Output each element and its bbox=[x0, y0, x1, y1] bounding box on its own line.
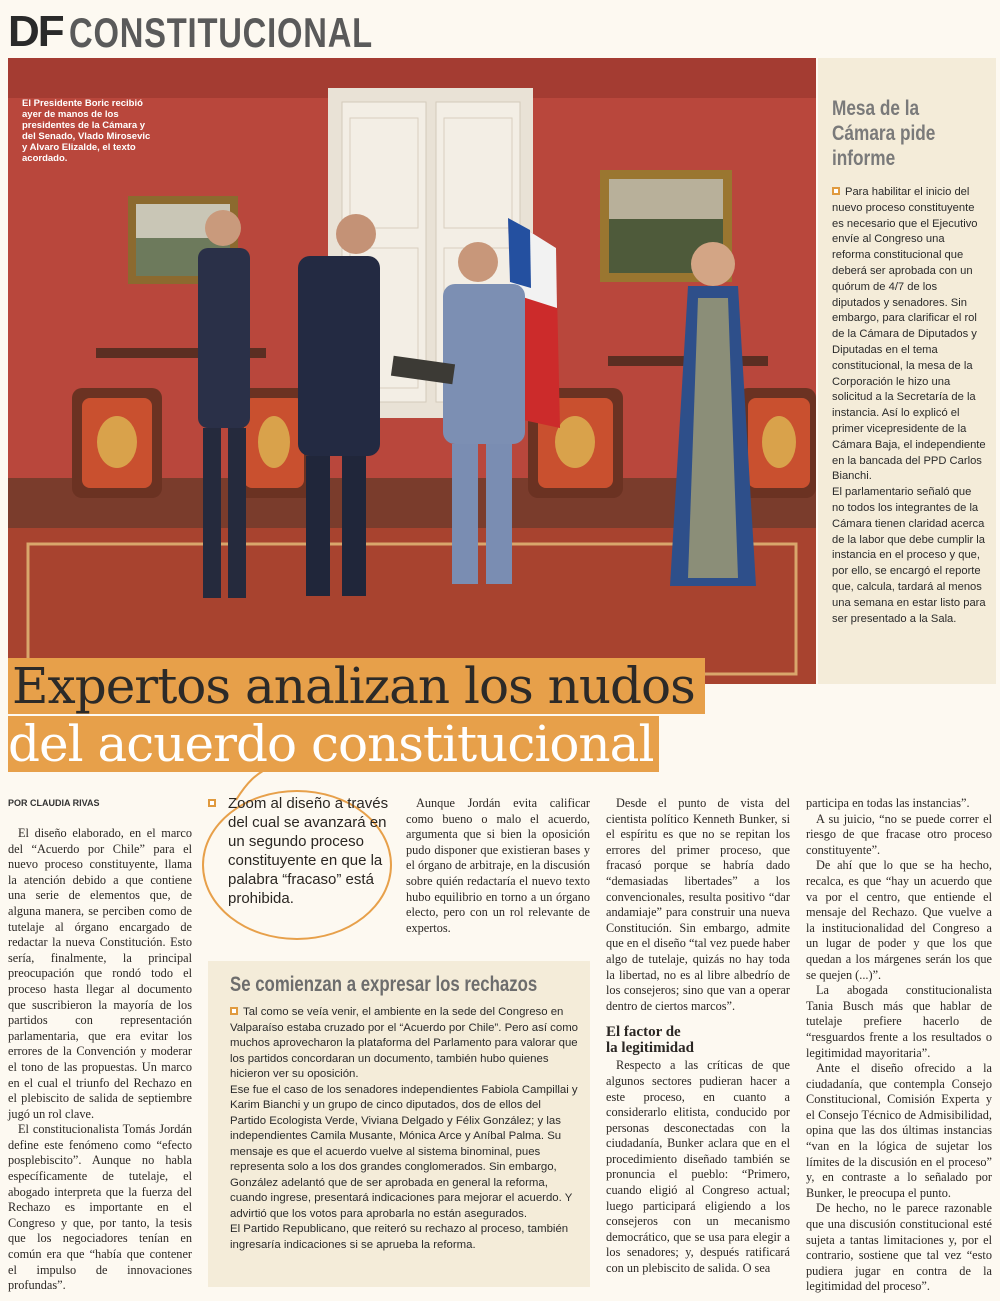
body-paragraph: Respecto a las críticas de que algunos sectores pudieran hacer a este proceso, en cuanto a considerarlo elitista, conducido por personas desconectadas con la ciudadanía, Bunker aclara que en el procedimiento diseñado también se pronuncia el pueblo: “Primero, cuando eligió al Congreso actual; luego participará eligiendo a los consejeros con un mecanismo democrático, que se usa para elegir a los senadores; y, después ratificará con un plebiscito de salida. O sea bbox=[606, 1058, 790, 1276]
byline: POR CLAUDIA RIVAS bbox=[8, 798, 100, 808]
boxed-title: Se comienzan a expresar los rechazos bbox=[230, 973, 538, 996]
body-paragraph: A su juicio, “no se puede correr el riesgo de que fracase otro proceso constituyente”. bbox=[806, 811, 992, 857]
subhead-line: El factor de bbox=[606, 1024, 681, 1041]
boxed-paragraph-text: Tal como se veía venir, el ambiente en la sede del Congreso en Valparaíso estaba cruzado por el “Acuerdo por Chile”. Pero así como muchos aprovecharon la plataforma del Parlamento para valorar que los partidos concordaran un documento, también hubo quienes hicieron ver su oposición. bbox=[230, 1006, 579, 1080]
square-bullet-icon bbox=[832, 187, 840, 195]
column-4 bbox=[806, 796, 992, 1295]
boxed-paragraph: El Partido Republicano, que reiteró su rechazo al proceso, también ingresaría indicaciones si se aprueba la reforma. bbox=[230, 1223, 569, 1251]
sidebar-box bbox=[818, 58, 996, 684]
square-bullet-icon bbox=[208, 799, 216, 807]
sidebar-paragraph bbox=[832, 185, 986, 485]
subhead-line: la legitimidad bbox=[606, 1040, 694, 1057]
body-paragraph: El diseño elaborado, en el marco del “Acuerdo por Chile” para el nuevo proceso constituyente, llama la atención debido a que contiene una serie de elementos que, de alguna manera, se perciben como de tutelaje al órgano encargado de redactar la nueva Constitución. Esto sería, finalmente, la principal preocupación que rondó todo el proceso hasta llegar al documento que suscribieron la mayoría de los partidos con representación parlamentaria, que era evitar los errores de la Convención y moderar el tono de las propuestas. Un marco en el cual el triunfo del Rechazo en el plebiscito de salida de septiembre jugó un rol clave. bbox=[8, 826, 192, 1121]
headline-line-2: del acuerdo constitucional bbox=[8, 716, 659, 772]
subhead bbox=[606, 1024, 790, 1056]
news-photo bbox=[8, 58, 816, 684]
pullquote-text bbox=[228, 794, 390, 908]
boxed-paragraph bbox=[230, 1005, 578, 1083]
sidebar-paragraph: El parlamentario señaló que no todos los integrantes de la Cámara tienen claridad acerca de la labor que debe cumplir la instancia en el proceso y que, por ello, se encargó el reporte que, calcula, tardará al menos una semana en estar listo para ser presentado a la Sala. bbox=[832, 486, 986, 625]
body-paragraph: De ahí que lo que se ha hecho, recalca, es que “hay un acuerdo que va por el centro, que entiende el mensaje del Rechazo. Que vuelve a la institucionalidad del Congreso a un lugar de poder y que los que quedan a los márgenes serán los que se quejen (...)”. bbox=[806, 858, 992, 982]
column-2 bbox=[406, 796, 590, 936]
square-bullet-icon bbox=[230, 1007, 238, 1015]
body-paragraph: Aunque Jordán evita calificar como bueno o malo el acuerdo, argumenta que si bien la oposición pudo disponer que existieran bases y el órgano de arbitraje, en la discusión sobre quién redactaría el nuevo texto hubo equilibrio en torno a un órgano electo, pero con un rol relevante de expertos. bbox=[406, 796, 590, 935]
body-paragraph: participa en todas las instancias”. bbox=[806, 796, 970, 810]
pullquote bbox=[202, 790, 392, 940]
headline-line-1: Expertos analizan los nudos bbox=[8, 658, 705, 714]
body-paragraph: Desde el punto de vista del cientista político Kenneth Bunker, si el espíritu es que no se repitan los errores del primer proceso, que fracasó porque se habría dado “demasiadas libertades” a los convencionales, resulta positivo “dar andamiaje” para construir una nueva Constitución. Sin embargo, admite que en el diseño “tal vez puede haber algo de tutelaje, quizás no hay toda la libertad, no es al libre albedrío de los consejeros; sino que van a operar dentro de ciertos marcos”. bbox=[606, 796, 790, 1013]
masthead bbox=[8, 4, 458, 54]
section-title: CONSTITUCIONAL bbox=[68, 9, 373, 56]
headline bbox=[8, 658, 708, 772]
photo-caption: El Presidente Boric recibió ayer de manos de los presidentes de la Cámara y del Senado, Vlado Mirosevic y Alvaro Elizalde, el texto acordado. bbox=[22, 98, 151, 164]
body-paragraph: El constitucionalista Tomás Jordán define este fenómeno como “efecto posplebiscito”. Aunque no habla específicamente de tutelaje, el abogado interpreta que la fuerza del Rechazo es importante en el Congreso y que, por tanto, la tesis que los negociadores tenían en común era que “había que contener el impulso de innovaciones profundas”. bbox=[8, 1122, 192, 1293]
pullquote-text-content: Zoom al diseño a través del cual se avanzará en un segundo proceso constituyente en que la palabra “fracaso” está prohibida. bbox=[228, 795, 389, 907]
body-paragraph: La abogada constitucionalista Tania Busch más que hablar de tutelaje prefiere hacerlo de “resguardos frente a los resultados o legitimidad mayoritaria”. bbox=[806, 983, 992, 1060]
sidebar-body bbox=[832, 185, 986, 627]
boxed-paragraph: Ese fue el caso de los senadores independientes Fabiola Campillai y Karim Bianchi y un grupo de cinco diputados, dos de ellos del Partido Ecologista Verde, Viviana Delgado y Félix González; y las independientes Camila Musante, Mónica Arce y Aníbal Palma. Su mensaje es que el acuerdo vuelve al sistema binominal, pues representa solo a los dos grandes conglomerados. Sin embargo, González adelantó que de ser aprobada en general la reforma, cuando ingrese, presentará indicaciones para mejorar el acuerdo. Y advirtió que los votos para aprobarla no están asegurados. bbox=[230, 1083, 578, 1220]
sidebar-paragraph-text: Para habilitar el inicio del nuevo proceso constituyente es necesario que el Ejecutivo envíe al Congreso una reforma constitucional que deberá ser aprobada con un quórum de 4/7 de los diputados y senadores. Sin embargo, para clarificar el rol de la Cámara de Diputados y Diputadas en el tema constitucional, la mesa de la Corporación le hizo una solicitud a la Secretaría de la instancia. Así lo explicó el primer vicepresidente de la Cámara Baja, el independiente en la bancada del PPD Carlos Bianchi. bbox=[832, 186, 986, 483]
boxed-body bbox=[230, 1005, 578, 1253]
sidebar-title-line: Cámara pide bbox=[832, 122, 936, 145]
sidebar-title bbox=[832, 96, 996, 171]
sidebar-title-line: informe bbox=[832, 147, 896, 170]
boxed-story bbox=[208, 961, 590, 1287]
column-1 bbox=[8, 826, 192, 1294]
sidebar-title-line: Mesa de la bbox=[832, 97, 920, 120]
body-paragraph: Ante el diseño ofrecido a la ciudadanía, que contempla Consejo Constitucional, Comisión Experta y el Consejo Técnico de Admisibilidad, opina que las dos últimas instancias “van en la lógica de sujetar los límites de la discusión en el proceso” y, en contraste a lo señalado por Bunker, le preocupa el punto. bbox=[806, 1061, 992, 1200]
brand-logo: DF bbox=[8, 7, 63, 56]
body-paragraph: De hecho, no le parece razonable que una discusión constitucional esté sujeta a tantas limitaciones y, por el contrario, sostiene que tal vez “esto pudiera jugar en contra de la legitimidad del proceso”. bbox=[806, 1201, 992, 1294]
column-3 bbox=[606, 796, 790, 1277]
